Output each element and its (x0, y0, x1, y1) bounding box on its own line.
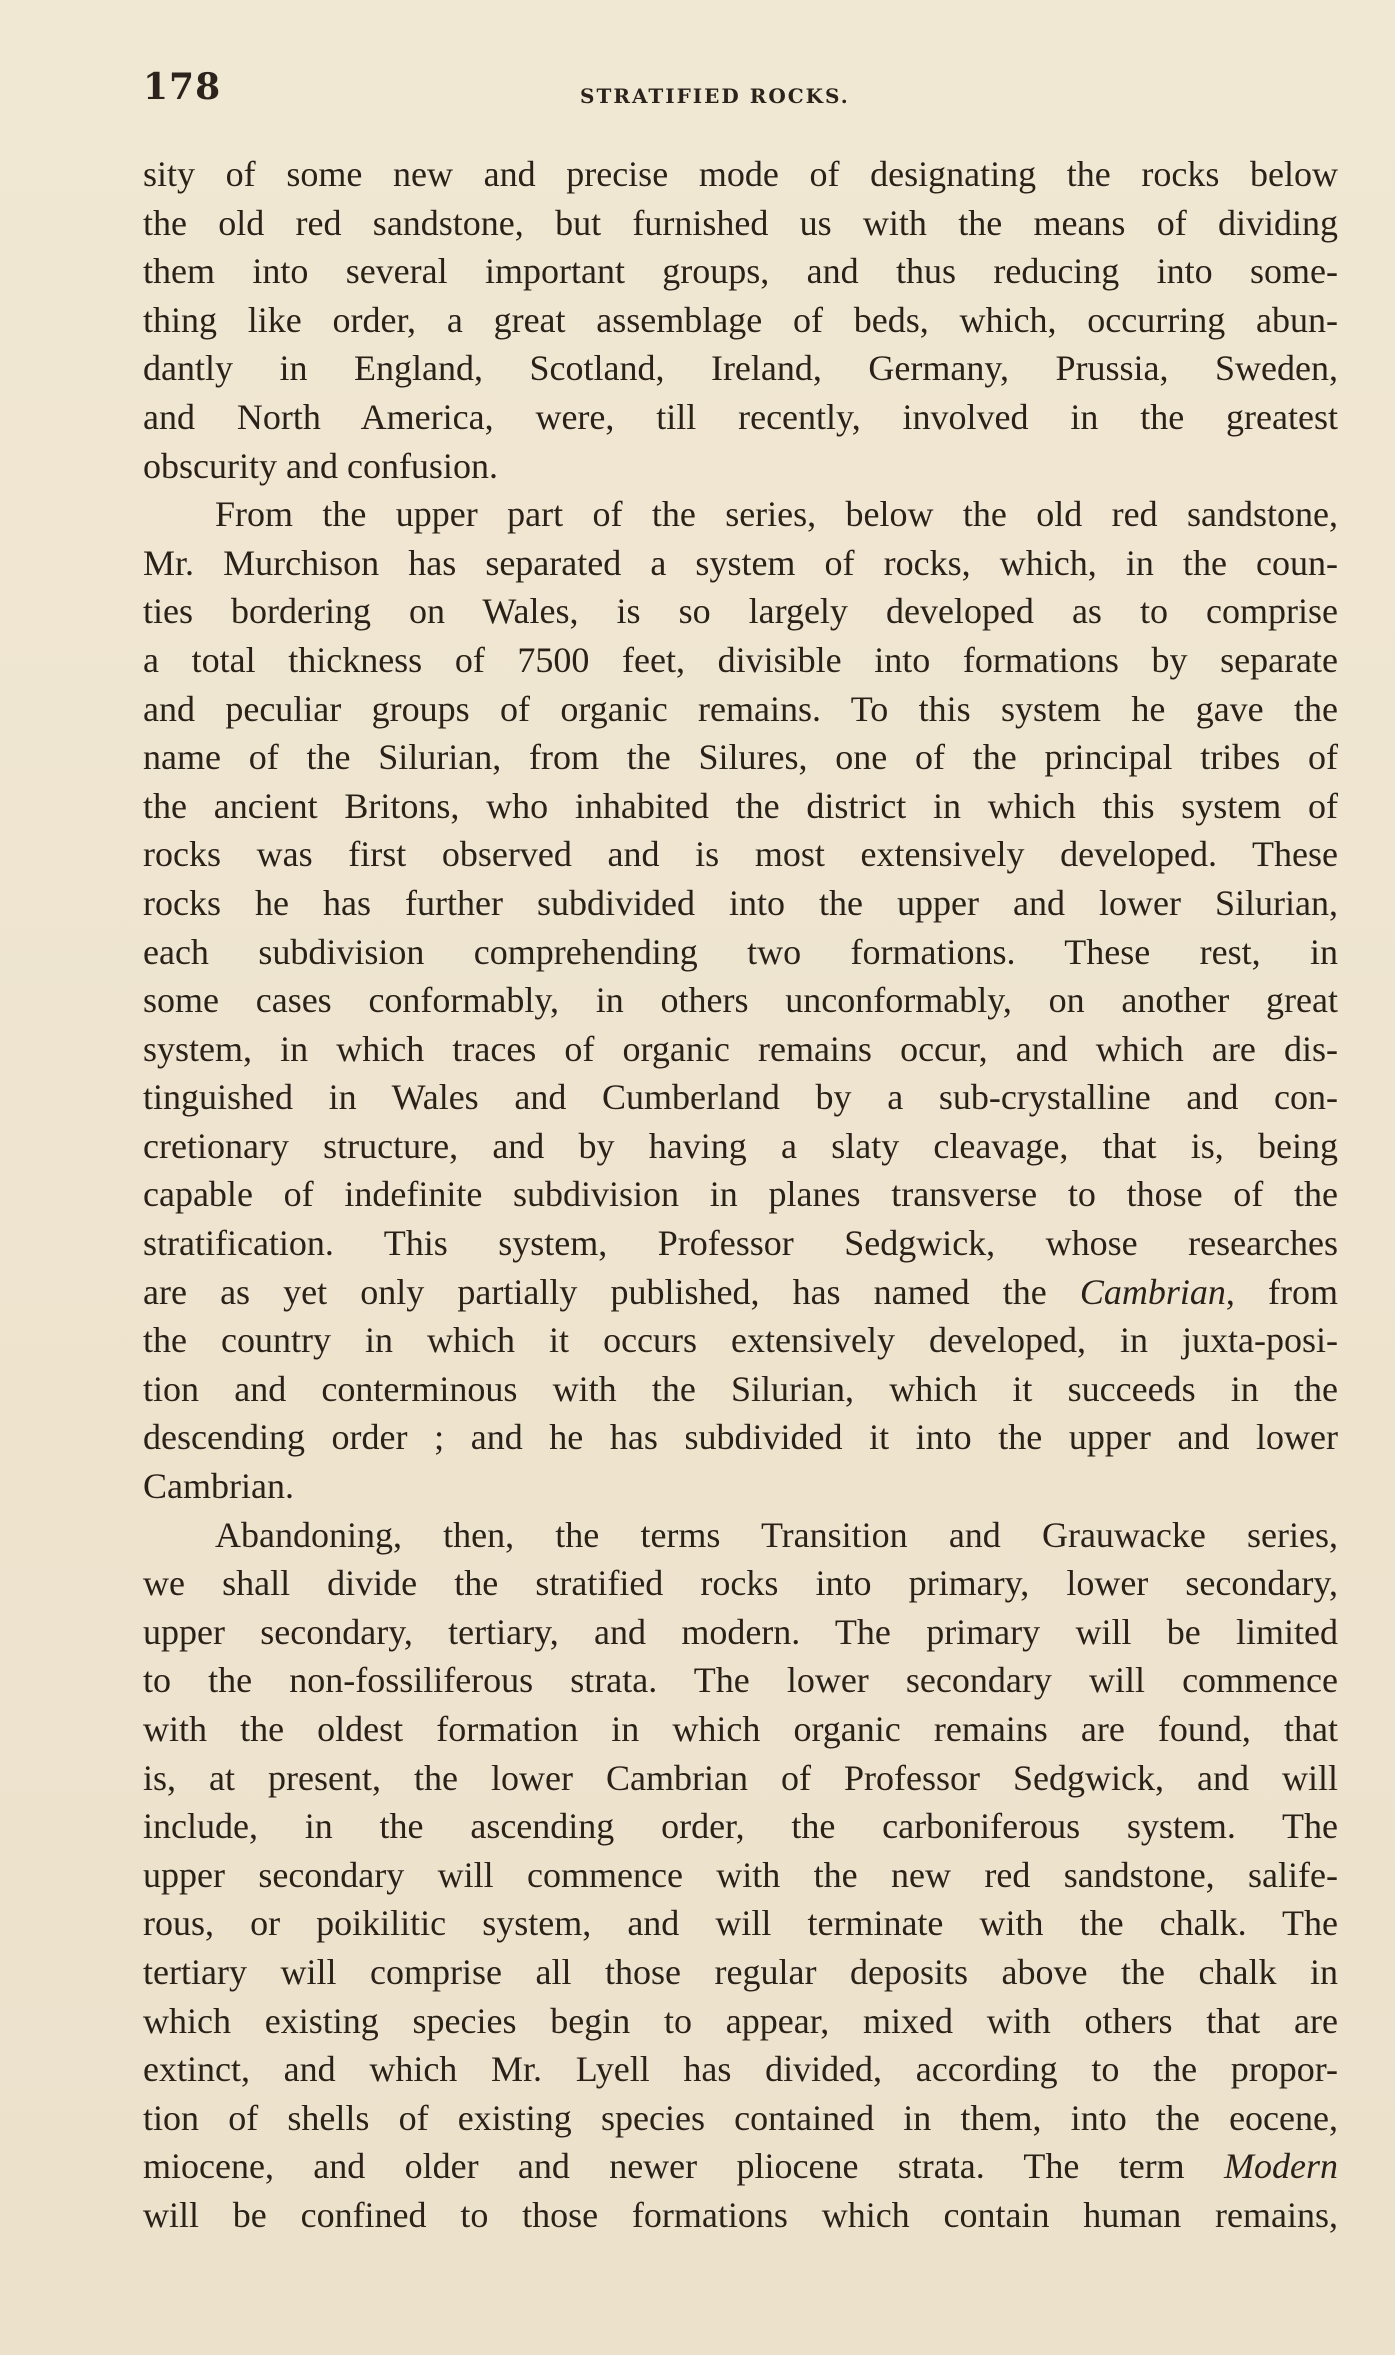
text-line: rocks he has further subdivided into the upper and lower Silurian, (143, 882, 1338, 923)
text-line: will be confined to those formations which contain human remains, (143, 2194, 1338, 2235)
text-line: extinct, and which Mr. Lyell has divided, according to the propor- (143, 2049, 1338, 2090)
paragraph-end-line: obscurity and confusion. (143, 445, 498, 486)
text-line: each subdivision comprehending two formations. These rest, in (143, 931, 1338, 972)
paragraph-first-line: Abandoning, then, the terms Transition and Grauwacke series, (215, 1514, 1338, 1555)
text-line: with the oldest formation in which organic remains are found, that (143, 1709, 1338, 1749)
text-line: rocks was first observed and is most extensively developed. These (143, 834, 1338, 875)
text-line: stratification. This system, Professor Sedgwick, whose researches (143, 1223, 1338, 1264)
text-line: upper secondary will commence with the new red sandstone, salife- (143, 1854, 1338, 1895)
text-line: the old red sandstone, but furnished us with the means of dividing (143, 202, 1338, 243)
text-line: tinguished in Wales and Cumberland by a sub-crystalline and con- (143, 1077, 1338, 1118)
text-line: tion of shells of existing species contained in them, into the eocene, (143, 2097, 1338, 2138)
text-line: is, at present, the lower Cambrian of Professor Sedgwick, and will (143, 1757, 1338, 1798)
paragraph-first-line: From the upper part of the series, below the old red sandstone, (215, 494, 1338, 535)
page-number: 178 (143, 66, 222, 108)
text-line: we shall divide the stratified rocks into primary, lower secondary, (143, 1563, 1338, 1604)
text-line: and North America, were, till recently, involved in the greatest (143, 396, 1338, 437)
text-line: cretionary structure, and by having a slaty cleavage, that is, being (143, 1125, 1338, 1166)
text-line: upper secondary, tertiary, and modern. The primary will be limited (143, 1611, 1338, 1652)
text-line: Mr. Murchison has separated a system of rocks, which, in the coun- (143, 542, 1338, 583)
text-line: the ancient Britons, who inhabited the district in which this system of (143, 785, 1338, 826)
text-line: the country in which it occurs extensively developed, in juxta-posi- (143, 1320, 1338, 1361)
text-line: and peculiar groups of organic remains. To this system he gave the (143, 688, 1338, 729)
text-line-with-italic (143, 2142, 1338, 2191)
text-line: some cases conformably, in others unconformably, on another great (143, 980, 1338, 1021)
text-line: include, in the ascending order, the carboniferous system. The (143, 1806, 1338, 1847)
text-segment: miocene, and older and newer pliocene strata. The term (143, 2146, 1225, 2187)
italic-term-modern: Modern (1224, 2146, 1338, 2187)
text-line: a total thickness of 7500 feet, divisible into formations by separate (143, 639, 1338, 680)
page-header (143, 66, 1338, 116)
body-text (143, 150, 1338, 2240)
text-line: to the non-fossiliferous strata. The lower secondary will commence (143, 1660, 1338, 1701)
text-line-with-italic (143, 1268, 1338, 1317)
text-line: sity of some new and precise mode of designating the rocks below (143, 154, 1338, 194)
text-line: ties bordering on Wales, is so largely developed as to comprise (143, 591, 1338, 632)
text-line: rous, or poikilitic system, and will terminate with the chalk. The (143, 1903, 1338, 1944)
text-line: thing like order, a great assemblage of beds, which, occurring abun- (143, 299, 1338, 340)
text-line: capable of indefinite subdivision in planes transverse to those of the (143, 1174, 1338, 1215)
text-line: tertiary will comprise all those regular deposits above the chalk in (143, 1951, 1338, 1992)
paragraph-end-line: Cambrian. (143, 1466, 294, 1507)
italic-term-cambrian: Cambrian (1079, 1271, 1226, 1312)
text-line: descending order ; and he has subdivided it into the upper and lower (143, 1417, 1338, 1458)
text-line: them into several important groups, and thus reducing into some- (143, 251, 1338, 292)
text-line: name of the Silurian, from the Silures, one of the principal tribes of (143, 737, 1338, 778)
text-segment: are as yet only partially published, has named the (143, 1271, 1080, 1312)
text-line: which existing species begin to appear, mixed with others that are (143, 2000, 1338, 2041)
text-line: dantly in England, Scotland, Ireland, Germany, Prussia, Sweden, (143, 348, 1338, 389)
text-line: system, in which traces of organic remains occur, and which are dis- (143, 1028, 1338, 1069)
running-head: STRATIFIED ROCKS. (580, 84, 850, 108)
text-line: tion and conterminous with the Silurian, which it succeeds in the (143, 1368, 1338, 1409)
text-segment: , from (1225, 1271, 1338, 1312)
